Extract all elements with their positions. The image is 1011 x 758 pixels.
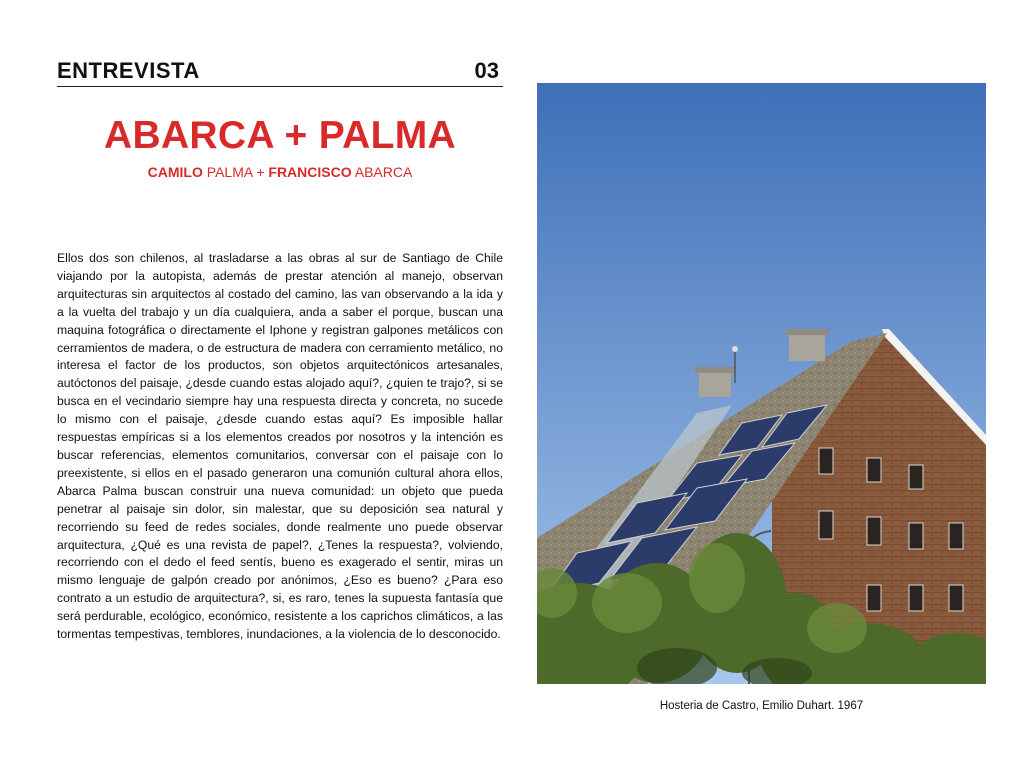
author2-last-name: ABARCA: [354, 164, 413, 180]
author1-last-name: PALMA: [206, 164, 253, 180]
page-header: [57, 58, 503, 87]
section-label: ENTREVISTA: [57, 58, 200, 83]
article-subtitle: [57, 164, 503, 180]
article-title: ABARCA + PALMA: [104, 114, 456, 157]
page-number: 03: [474, 58, 499, 83]
building-photo: [537, 83, 986, 684]
article-body: Ellos dos son chilenos, al trasladarse a las obras al sur de Santiago de Chile viajando por la autopista, además de prestar atención al manejo, observan arquitecturas sin arquitectos al costado del camino, las van observando a la ida y a la vuelta del trabajo y un día cualquiera, anda a saber el porque, buscan una maquina fotográfica o directamente el Iphone y registran galpones metálicos con cerramientos de madera, o de estructura de madera con cerramiento metálico, no interesa el factor de los productos, son objetos arquitectónicos artesanales, autóctonos del paisaje, ¿desde cuando estas alojado aquí?, ¿quien te trajo?, si se busca en el vecindario siempre hay una respuesta directa y concreta, no sucede lo mismo con el paisaje, ¿desde cuando estas aquí? Es imposible hallar respuestas empíricas si a los elementos creados por nosotros y la intención es buscar referencias, elementos comunitarios, conversar con el paisaje con lo preexistente, si ellos en el pasado generaron una comunión cultural ahora ellos, Abarca Palma buscan construir una nueva comunidad: un objeto que pueda penetrar al paisaje sin dolor, sin malestar, que su deposición sea natural y recorriendo su feed de redes sociales, donde realmente uno puede observar arquitectura, ¿Qué es una revista de papel?, ¿Tenes la respuesta?, volviendo, recorriendo con el dedo el feed sentís, bueno es exagerado el sentir, miras un mismo lenguaje de galpón creado por anónimos, ¿Eso es bueno? ¿Para eso contrato a un estudio de arquitectura?, si, es raro, tenes la supuesta fantasía que será perdurable, ecológico, económico, resistente a los caprichos climáticos, a las tormentas tempestivas, temblores, inundaciones, a la violencia de lo desconocido.: [57, 251, 503, 642]
photo-caption: Hosteria de Castro, Emilio Duhart. 1967: [659, 700, 864, 712]
author2-first-name: FRANCISCO: [268, 164, 352, 180]
author1-first-name: CAMILO: [147, 164, 203, 180]
author-joiner: +: [256, 164, 265, 180]
